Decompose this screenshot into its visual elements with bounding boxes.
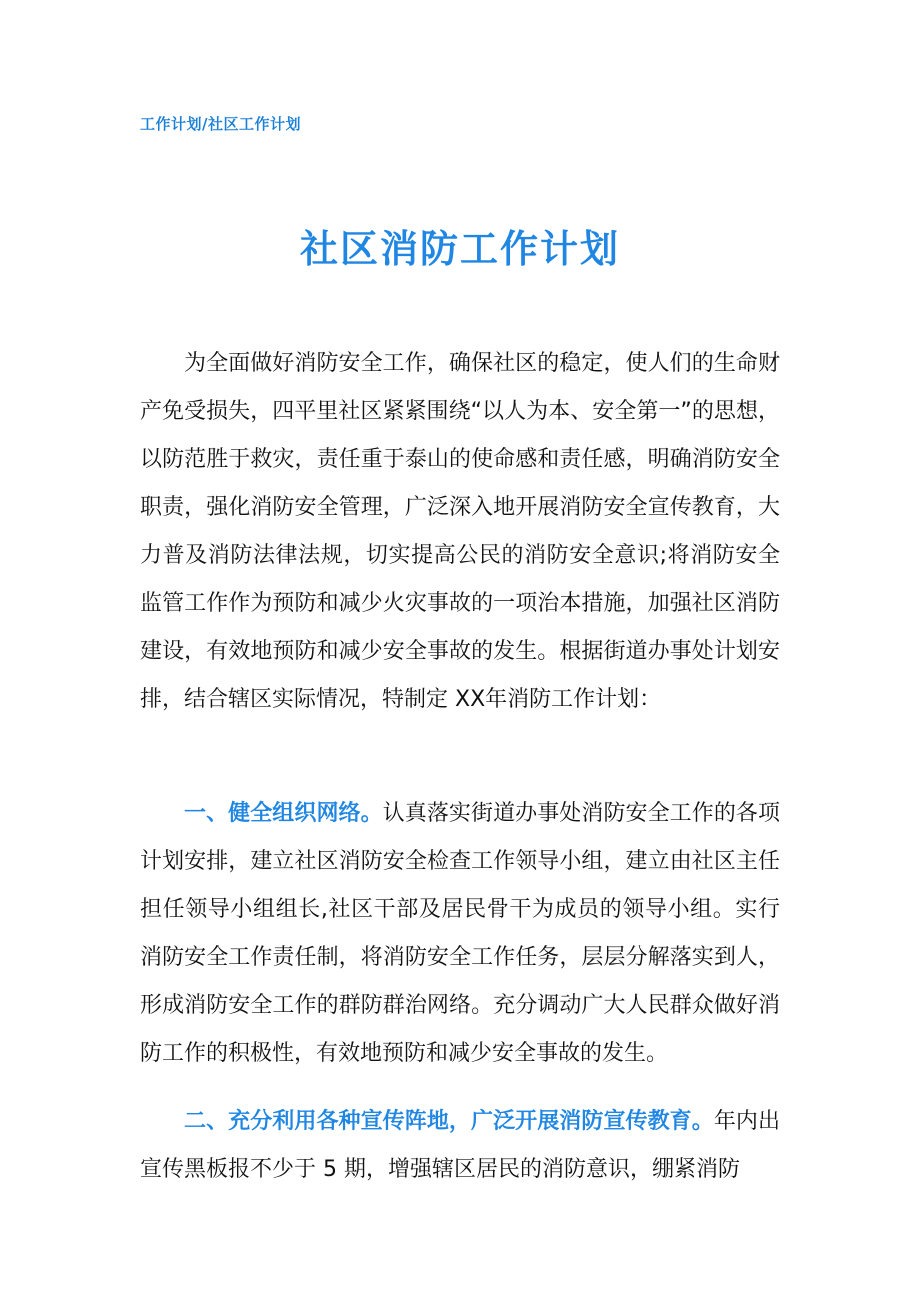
section-1-heading: 一、健全组织网络。 <box>184 801 383 826</box>
section-1-paragraph <box>140 790 780 1078</box>
section-2-heading: 二、充分利用各种宣传阵地，广泛开展消防宣传教育。 <box>184 1109 714 1134</box>
section-2-paragraph <box>140 1098 780 1194</box>
breadcrumb[interactable]: 工作计划/社区工作计划 <box>140 115 301 133</box>
section-1-body: 认真落实街道办事处消防安全工作的各项计划安排，建立社区消防安全检查工作领导小组，建立由社区主任担任领导小组组长,社区干部及居民骨干为成员的领导小组。实行消防安全工作责任制，将消防安全工作任务，层层分解落实到人，形成消防安全工作的群防群治网络。充分调动广大人民群众做好消防工作的积极性，有效地预防和减少安全事故的发生。 <box>140 801 780 1066</box>
section-2-body: 年内出宣传黑板报不少于 5 期，增强辖区居民的消防意识，绷紧消防 <box>140 1109 780 1182</box>
intro-paragraph: 为全面做好消防安全工作，确保社区的稳定，使人们的生命财产免受损失，四平里社区紧紧围绕“以人为本、安全第一”的思想，以防范胜于救灾，责任重于泰山的使命感和责任感，明确消防安全职责，强化消防安全管理，广泛深入地开展消防安全宣传教育，大力普及消防法律法规，切实提高公民的消防安全意识;将消防安全监管工作作为预防和减少火灾事故的一项治本措施，加强社区消防建设，有效地预防和减少安全事故的发生。根据街道办事处计划安排，结合辖区实际情况，特制定 XX年消防工作计划： <box>140 351 780 712</box>
page-title: 社区消防工作计划 <box>299 227 620 271</box>
